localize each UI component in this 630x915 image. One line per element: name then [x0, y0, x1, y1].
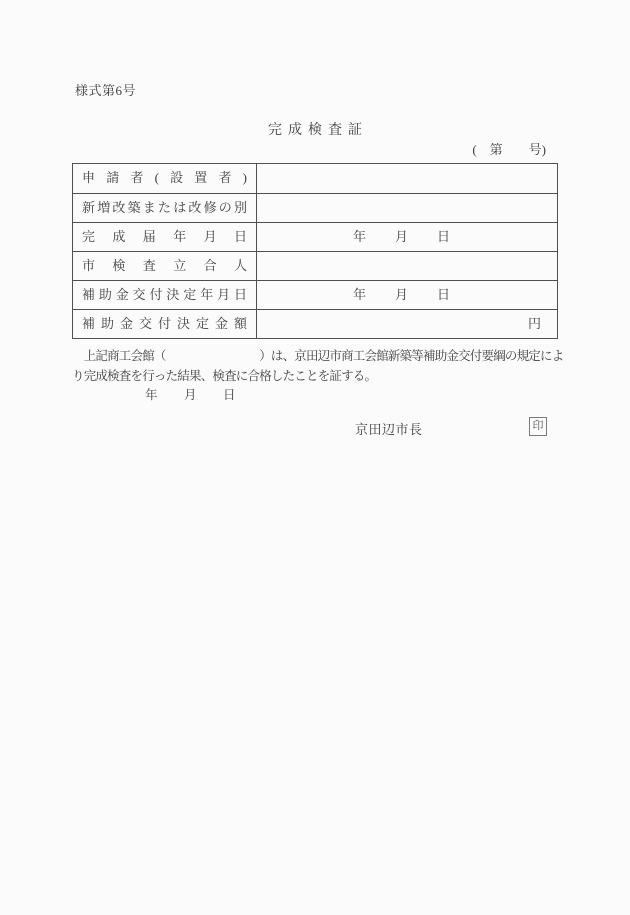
table-row-city-witness	[73, 251, 557, 280]
table-row-completion-date	[73, 222, 557, 251]
inspection-table	[72, 163, 558, 339]
table-row-applicant	[73, 164, 557, 193]
certificate-number-line: ( 第 号)	[472, 142, 546, 157]
row-label-construction-type: 新増改築または改修の別	[73, 194, 257, 222]
row-value-applicant	[257, 164, 557, 193]
seal-mark: 印	[529, 417, 547, 436]
row-label-subsidy-amount: 補助金交付決定金額	[73, 310, 257, 338]
table-row-construction-type	[73, 193, 557, 222]
statement-line-2: り完成検査を行った結果、検査に合格したことを証する。	[72, 368, 377, 383]
document-title: 完成検査証	[268, 123, 368, 138]
table-row-subsidy-decision-date	[73, 280, 557, 309]
row-value-construction-type	[257, 194, 557, 222]
certificate-statement	[72, 347, 564, 406]
row-value-subsidy-amount: 円	[527, 316, 541, 331]
row-value-city-witness	[257, 252, 557, 280]
table-row-subsidy-amount	[73, 309, 557, 338]
form-number: 様式第6号	[75, 83, 137, 98]
row-label-subsidy-decision-date: 補助金交付決定年月日	[73, 281, 257, 309]
row-value-subsidy-decision-date: 年 月 日	[353, 287, 452, 302]
row-label-completion-date: 完成届年月日	[73, 223, 257, 251]
row-label-city-witness: 市検査立合人	[73, 252, 257, 280]
row-label-applicant: 申請者(設置者)	[73, 164, 257, 193]
date-line: 年 月 日	[145, 388, 237, 402]
row-value-completion-date: 年 月 日	[353, 229, 452, 244]
statement-line-1: 上記商工会館（ ）は、京田辺市商工会館新築等補助金交付要綱の規定によ	[72, 349, 564, 363]
mayor-signature: 京田辺市長	[355, 422, 423, 437]
